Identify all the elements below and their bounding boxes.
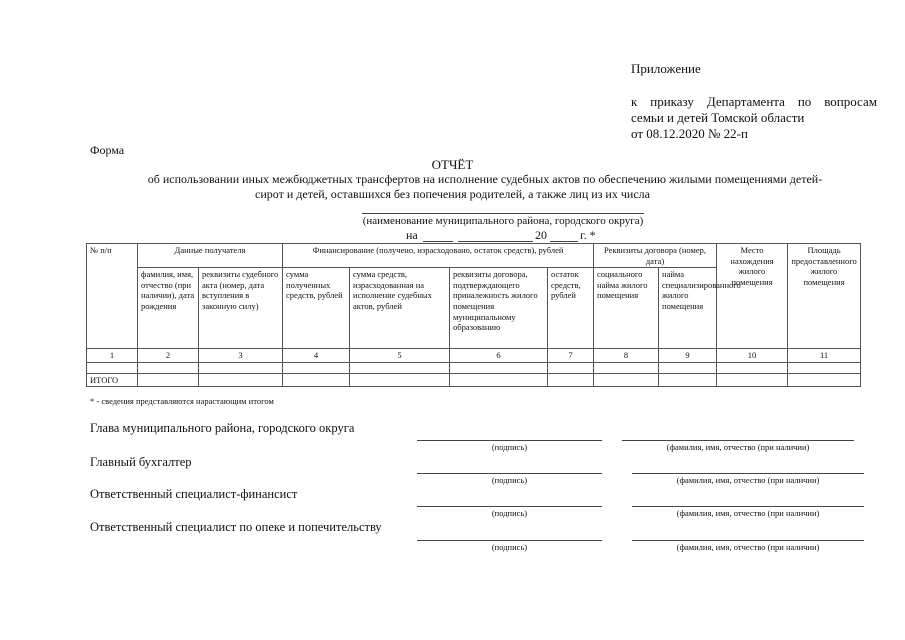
column-number: 6 bbox=[450, 349, 548, 363]
signature-role-chief-accountant: Главный бухгалтер bbox=[90, 455, 192, 469]
signature-caption: (подпись) bbox=[491, 542, 528, 552]
subheader-full-name: фамилия, имя, отчество (при наличии), дата рождения bbox=[138, 268, 199, 349]
col-recipient-header: Данные получателя bbox=[138, 244, 283, 268]
signature-role-financier: Ответственный специалист-финансист bbox=[90, 487, 298, 501]
report-title: ОТЧЁТ bbox=[431, 157, 474, 172]
date-prefix: на bbox=[406, 228, 418, 242]
col-area-header: Площадь предоставленного жилого помещения bbox=[788, 244, 861, 349]
name-line[interactable] bbox=[632, 473, 864, 474]
column-number: 10 bbox=[717, 349, 788, 363]
signature-line[interactable] bbox=[417, 440, 602, 441]
column-numbers-row bbox=[87, 349, 861, 363]
signature-caption: (подпись) bbox=[491, 442, 528, 452]
municipality-line bbox=[362, 213, 644, 214]
column-number: 2 bbox=[138, 349, 199, 363]
signature-caption: (подпись) bbox=[491, 475, 528, 485]
column-number: 1 bbox=[87, 349, 138, 363]
column-number: 11 bbox=[788, 349, 861, 363]
signature-role-head: Глава муниципального района, городского округа bbox=[90, 421, 355, 435]
subheader-social-lease: социального найма жилого помещения bbox=[594, 268, 659, 349]
date-year-prefix: 20 bbox=[535, 228, 547, 242]
name-caption: (фамилия, имя, отчество (при наличии) bbox=[666, 442, 810, 452]
report-subtitle-line-2: сирот и детей, оставшихся без попечения родителей, а также лиц из их числа bbox=[255, 187, 650, 201]
name-line[interactable] bbox=[632, 506, 864, 507]
name-line[interactable] bbox=[622, 440, 854, 441]
date-month-line bbox=[458, 241, 533, 242]
subheader-spent: сумма средств, израсходованная на исполнение судебных актов, рублей bbox=[350, 268, 450, 349]
appendix-label: Приложение bbox=[631, 61, 701, 76]
column-number: 8 bbox=[594, 349, 659, 363]
signature-line[interactable] bbox=[417, 540, 602, 541]
signature-line[interactable] bbox=[417, 473, 602, 474]
col-financing-header: Финансирование (получено, израсходовано, остаток средств), рублей bbox=[283, 244, 594, 268]
form-label: Форма bbox=[90, 143, 125, 157]
column-number: 3 bbox=[199, 349, 283, 363]
column-number: 4 bbox=[283, 349, 350, 363]
total-label: ИТОГО bbox=[87, 373, 138, 387]
column-number: 7 bbox=[548, 349, 594, 363]
subheader-court-act: реквизиты судебного акта (номер, дата вступления в законную силу) bbox=[199, 268, 283, 349]
order-line-1: к приказу Департамента по вопросам bbox=[631, 94, 877, 109]
order-line-3: от 08.12.2020 № 22-п bbox=[631, 126, 748, 141]
subheader-balance: остаток средств, рублей bbox=[548, 268, 594, 349]
signature-line[interactable] bbox=[417, 506, 602, 507]
date-suffix: г. * bbox=[580, 228, 596, 242]
column-number: 5 bbox=[350, 349, 450, 363]
subheader-specialized-lease: найма специализированного жилого помещения bbox=[659, 268, 717, 349]
order-line-2: семьи и детей Томской области bbox=[631, 110, 805, 125]
name-caption: (фамилия, имя, отчество (при наличии) bbox=[676, 508, 820, 518]
signature-caption: (подпись) bbox=[491, 508, 528, 518]
total-row bbox=[87, 373, 861, 387]
col-contract-header: Реквизиты договора (номер, дата) bbox=[594, 244, 717, 268]
signature-role-guardianship: Ответственный специалист по опеке и попечительству bbox=[90, 520, 382, 534]
date-day-line bbox=[423, 241, 453, 242]
table-row bbox=[87, 362, 861, 373]
name-caption: (фамилия, имя, отчество (при наличии) bbox=[676, 475, 820, 485]
subheader-received: сумма полученных средств, рублей bbox=[283, 268, 350, 349]
municipality-caption: (наименование муниципального района, городского округа) bbox=[362, 215, 644, 227]
footnote: * - сведения представляются нарастающим итогом bbox=[90, 396, 274, 406]
col-location-header: Место нахождения жилого помещения bbox=[717, 244, 788, 349]
report-table bbox=[86, 243, 861, 387]
header-row bbox=[87, 244, 861, 268]
col-num-header: № п/п bbox=[87, 244, 138, 349]
report-subtitle-line-1: об использовании иных межбюджетных трансфертов на исполнение судебных актов по обеспечению жилыми помещениями детей- bbox=[147, 172, 823, 186]
column-number: 9 bbox=[659, 349, 717, 363]
name-caption: (фамилия, имя, отчество (при наличии) bbox=[676, 542, 820, 552]
name-line[interactable] bbox=[632, 540, 864, 541]
date-year-line bbox=[550, 241, 578, 242]
subheader-ownership-contract: реквизиты договора, подтверждающего приналежность жилого помещения муниципальному образованию bbox=[450, 268, 548, 349]
